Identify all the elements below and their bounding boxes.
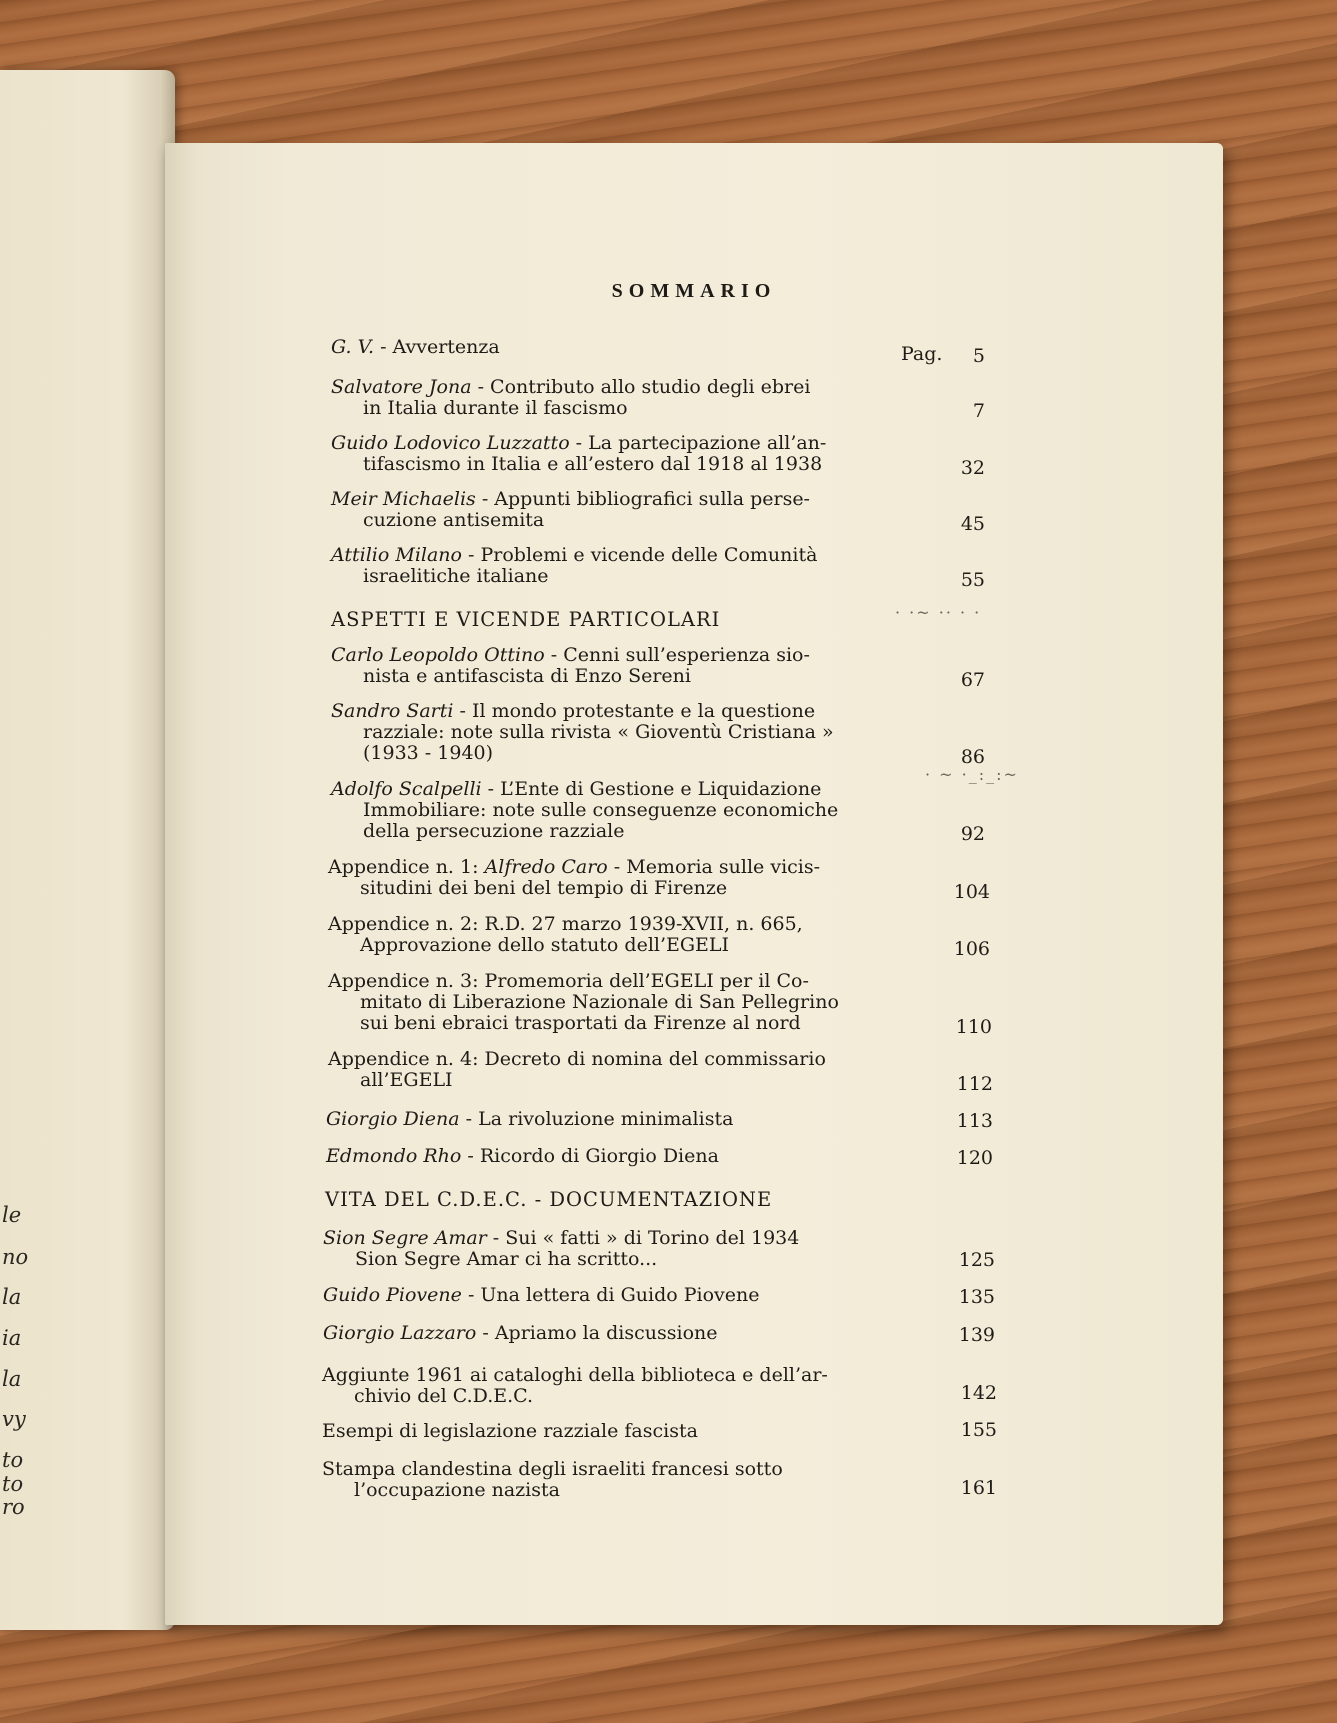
- entry-title: L’Ente di Gestione e Liquidazione: [500, 778, 822, 800]
- entry-prefix: Appendice n. 1:: [328, 856, 485, 878]
- entry-page: 139: [958, 1324, 995, 1346]
- toc-entry: [331, 701, 991, 764]
- entry-prefix: Stampa clandestina degli israeliti francesi sotto: [322, 1458, 783, 1480]
- entry-author: Giorgio Lazzaro: [323, 1322, 477, 1344]
- entry-title: Appunti bibliografici sulla perse-: [494, 488, 810, 510]
- entry-prefix: Appendice n. 4: Decreto di nomina del commissario: [328, 1048, 826, 1070]
- entry-author: Salvatore Jona: [331, 376, 472, 398]
- left-page: [0, 70, 175, 1630]
- entry-title-cont: situdini dei beni del tempio di Firenze: [360, 877, 728, 899]
- entry-author: Guido Piovene: [323, 1284, 462, 1306]
- entry-page: 104: [953, 881, 990, 903]
- toc-entry: [326, 1109, 986, 1130]
- entry-title-cont: Approvazione dello statuto dell’EGELI: [360, 934, 730, 956]
- entry-page: 67: [960, 669, 985, 691]
- entry-title: La partecipazione all’an-: [588, 432, 827, 454]
- toc-entry: [322, 1459, 982, 1501]
- entry-page: 161: [960, 1477, 997, 1499]
- entry-author: Alfredo Caro: [484, 856, 608, 878]
- ink-smudge: · ~ ·_:_:~: [925, 765, 1019, 784]
- toc-entry: [331, 779, 991, 842]
- left-page-fragment: to: [2, 1472, 24, 1496]
- toc-entry: [322, 1421, 982, 1442]
- entry-prefix: Esempi di legislazione razziale fascista: [322, 1420, 698, 1442]
- entry-title-cont: tifascismo in Italia e all’estero dal 1918 al 1938: [363, 453, 823, 475]
- toc-entry: [331, 489, 991, 531]
- entry-sep: -: [471, 376, 491, 398]
- entry-sep: -: [475, 488, 495, 510]
- entry-title: Apriamo la discussione: [494, 1322, 718, 1344]
- entry-title: Problemi e vicende delle Comunità: [480, 544, 818, 566]
- toc-entry: [322, 1365, 982, 1407]
- entry-title-cont: (1933 - 1940): [363, 742, 494, 764]
- entry-sep: -: [544, 644, 564, 666]
- toc-entry: [331, 545, 991, 587]
- ink-smudge: · ·~ ·· · ·: [895, 603, 982, 622]
- entry-sep: -: [459, 1108, 479, 1130]
- entry-sep: -: [374, 336, 393, 358]
- entry-title-cont: all’EGELI: [360, 1069, 453, 1091]
- entry-title-cont: cuzione antisemita: [363, 509, 545, 531]
- entry-page: 86: [960, 746, 985, 768]
- entry-author: Guido Lodovico Luzzatto: [331, 432, 570, 454]
- toc-entry: [328, 914, 988, 956]
- entry-page: 112: [956, 1073, 993, 1095]
- entry-page: 113: [956, 1110, 993, 1132]
- entry-sep: -: [461, 544, 481, 566]
- entry-page: 155: [960, 1419, 997, 1441]
- entry-page: 142: [960, 1382, 997, 1404]
- toc-entry: [331, 645, 991, 687]
- toc-entry: [328, 971, 988, 1034]
- entry-title-cont: razziale: note sulla rivista « Gioventù Cristiana »: [363, 721, 834, 743]
- entry-page: 7: [972, 400, 985, 422]
- table-of-contents: [165, 143, 1223, 1625]
- entry-sep: -: [461, 1145, 480, 1167]
- entry-title: Contributo allo studio degli ebrei: [490, 376, 811, 398]
- toc-entry: [331, 377, 991, 419]
- entry-title-cont: Sion Segre Amar ci ha scritto...: [355, 1248, 658, 1270]
- entry-prefix: Aggiunte 1961 ai cataloghi della biblioteca e dell’ar-: [322, 1364, 828, 1386]
- entry-author: Sandro Sarti: [331, 700, 454, 722]
- entry-title: Cenni sull’esperienza sio-: [563, 644, 810, 666]
- entry-title-cont: l’occupazione nazista: [354, 1479, 560, 1501]
- entry-title-cont: in Italia durante il fascismo: [363, 397, 628, 419]
- entry-title: Il mondo protestante e la questione: [471, 700, 816, 722]
- entry-title: Sui « fatti » di Torino del 1934: [505, 1227, 800, 1249]
- entry-sep: -: [461, 1284, 481, 1306]
- entry-title-cont: della persecuzione razziale: [363, 820, 625, 842]
- entry-sep: -: [481, 778, 501, 800]
- entry-page: 110: [955, 1016, 992, 1038]
- entry-page: 5: [972, 345, 985, 367]
- entry-page: 106: [953, 938, 990, 960]
- entry-page: 120: [956, 1147, 993, 1169]
- toc-entry: [328, 857, 988, 899]
- entry-author: Edmondo Rho: [326, 1145, 462, 1167]
- toc-entry: [326, 1146, 986, 1167]
- left-page-fragment: la: [2, 1285, 22, 1309]
- pag-label: Pag.: [901, 343, 943, 365]
- entry-sep: -: [607, 856, 627, 878]
- entry-title: Avvertenza: [392, 336, 500, 358]
- entry-page: 55: [960, 569, 985, 591]
- entry-title: Ricordo di Giorgio Diena: [479, 1145, 719, 1167]
- section-heading: VITA DEL C.D.E.C. - DOCUMENTAZIONE: [325, 1188, 773, 1211]
- left-page-fragment: vy: [2, 1407, 26, 1431]
- entry-title-cont: israelitiche italiane: [363, 565, 549, 587]
- toc-title: SOMMARIO: [611, 280, 777, 302]
- entry-sep: -: [569, 432, 589, 454]
- entry-title-cont: sui beni ebraici trasportati da Firenze al nord: [360, 1012, 801, 1034]
- section-heading: ASPETTI E VICENDE PARTICOLARI: [331, 608, 721, 631]
- entry-title-cont: chivio del C.D.E.C.: [354, 1385, 534, 1407]
- entry-page: 125: [958, 1249, 995, 1271]
- toc-entry: [323, 1323, 983, 1344]
- entry-title-cont: mitato di Liberazione Nazionale di San Pellegrino: [360, 991, 839, 1013]
- entry-prefix: Appendice n. 2: R.D. 27 marzo 1939-XVII, n. 665,: [328, 913, 803, 935]
- entry-prefix: Appendice n. 3: Promemoria dell’EGELI per il Co-: [328, 970, 809, 992]
- entry-sep: -: [476, 1322, 495, 1344]
- entry-author: G. V.: [331, 336, 375, 358]
- toc-entry: [323, 1285, 983, 1306]
- left-page-fragment: le: [2, 1203, 22, 1227]
- entry-page: 45: [960, 513, 985, 535]
- left-page-fragment: la: [2, 1367, 22, 1391]
- toc-entry: [328, 1049, 988, 1091]
- entry-title: Una lettera di Guido Piovene: [480, 1284, 760, 1306]
- entry-author: Carlo Leopoldo Ottino: [331, 644, 545, 666]
- entry-page: 92: [960, 823, 985, 845]
- left-page-fragment: to: [2, 1448, 24, 1472]
- entry-title-cont: Immobiliare: note sulle conseguenze economiche: [363, 799, 839, 821]
- toc-entry: [323, 1228, 983, 1270]
- entry-sep: -: [453, 700, 472, 722]
- left-page-fragment: ia: [2, 1326, 22, 1350]
- entry-author: Meir Michaelis: [331, 488, 476, 510]
- entry-title: La rivoluzione minimalista: [478, 1108, 734, 1130]
- entry-author: Adolfo Scalpelli: [331, 778, 482, 800]
- toc-entry: [331, 337, 991, 358]
- entry-title-cont: nista e antifascista di Enzo Sereni: [363, 665, 691, 687]
- entry-author: Giorgio Diena: [326, 1108, 460, 1130]
- entry-sep: -: [486, 1227, 506, 1249]
- entry-author: Attilio Milano: [331, 544, 462, 566]
- entry-title: Memoria sulle vicis-: [626, 856, 821, 878]
- right-page: [165, 143, 1223, 1625]
- toc-entry: [331, 433, 991, 475]
- entry-author: Sion Segre Amar: [323, 1227, 487, 1249]
- entry-page: 32: [960, 457, 985, 479]
- entry-page: 135: [958, 1286, 995, 1308]
- left-page-fragment: ro: [2, 1495, 25, 1519]
- left-page-fragment: no: [2, 1245, 29, 1269]
